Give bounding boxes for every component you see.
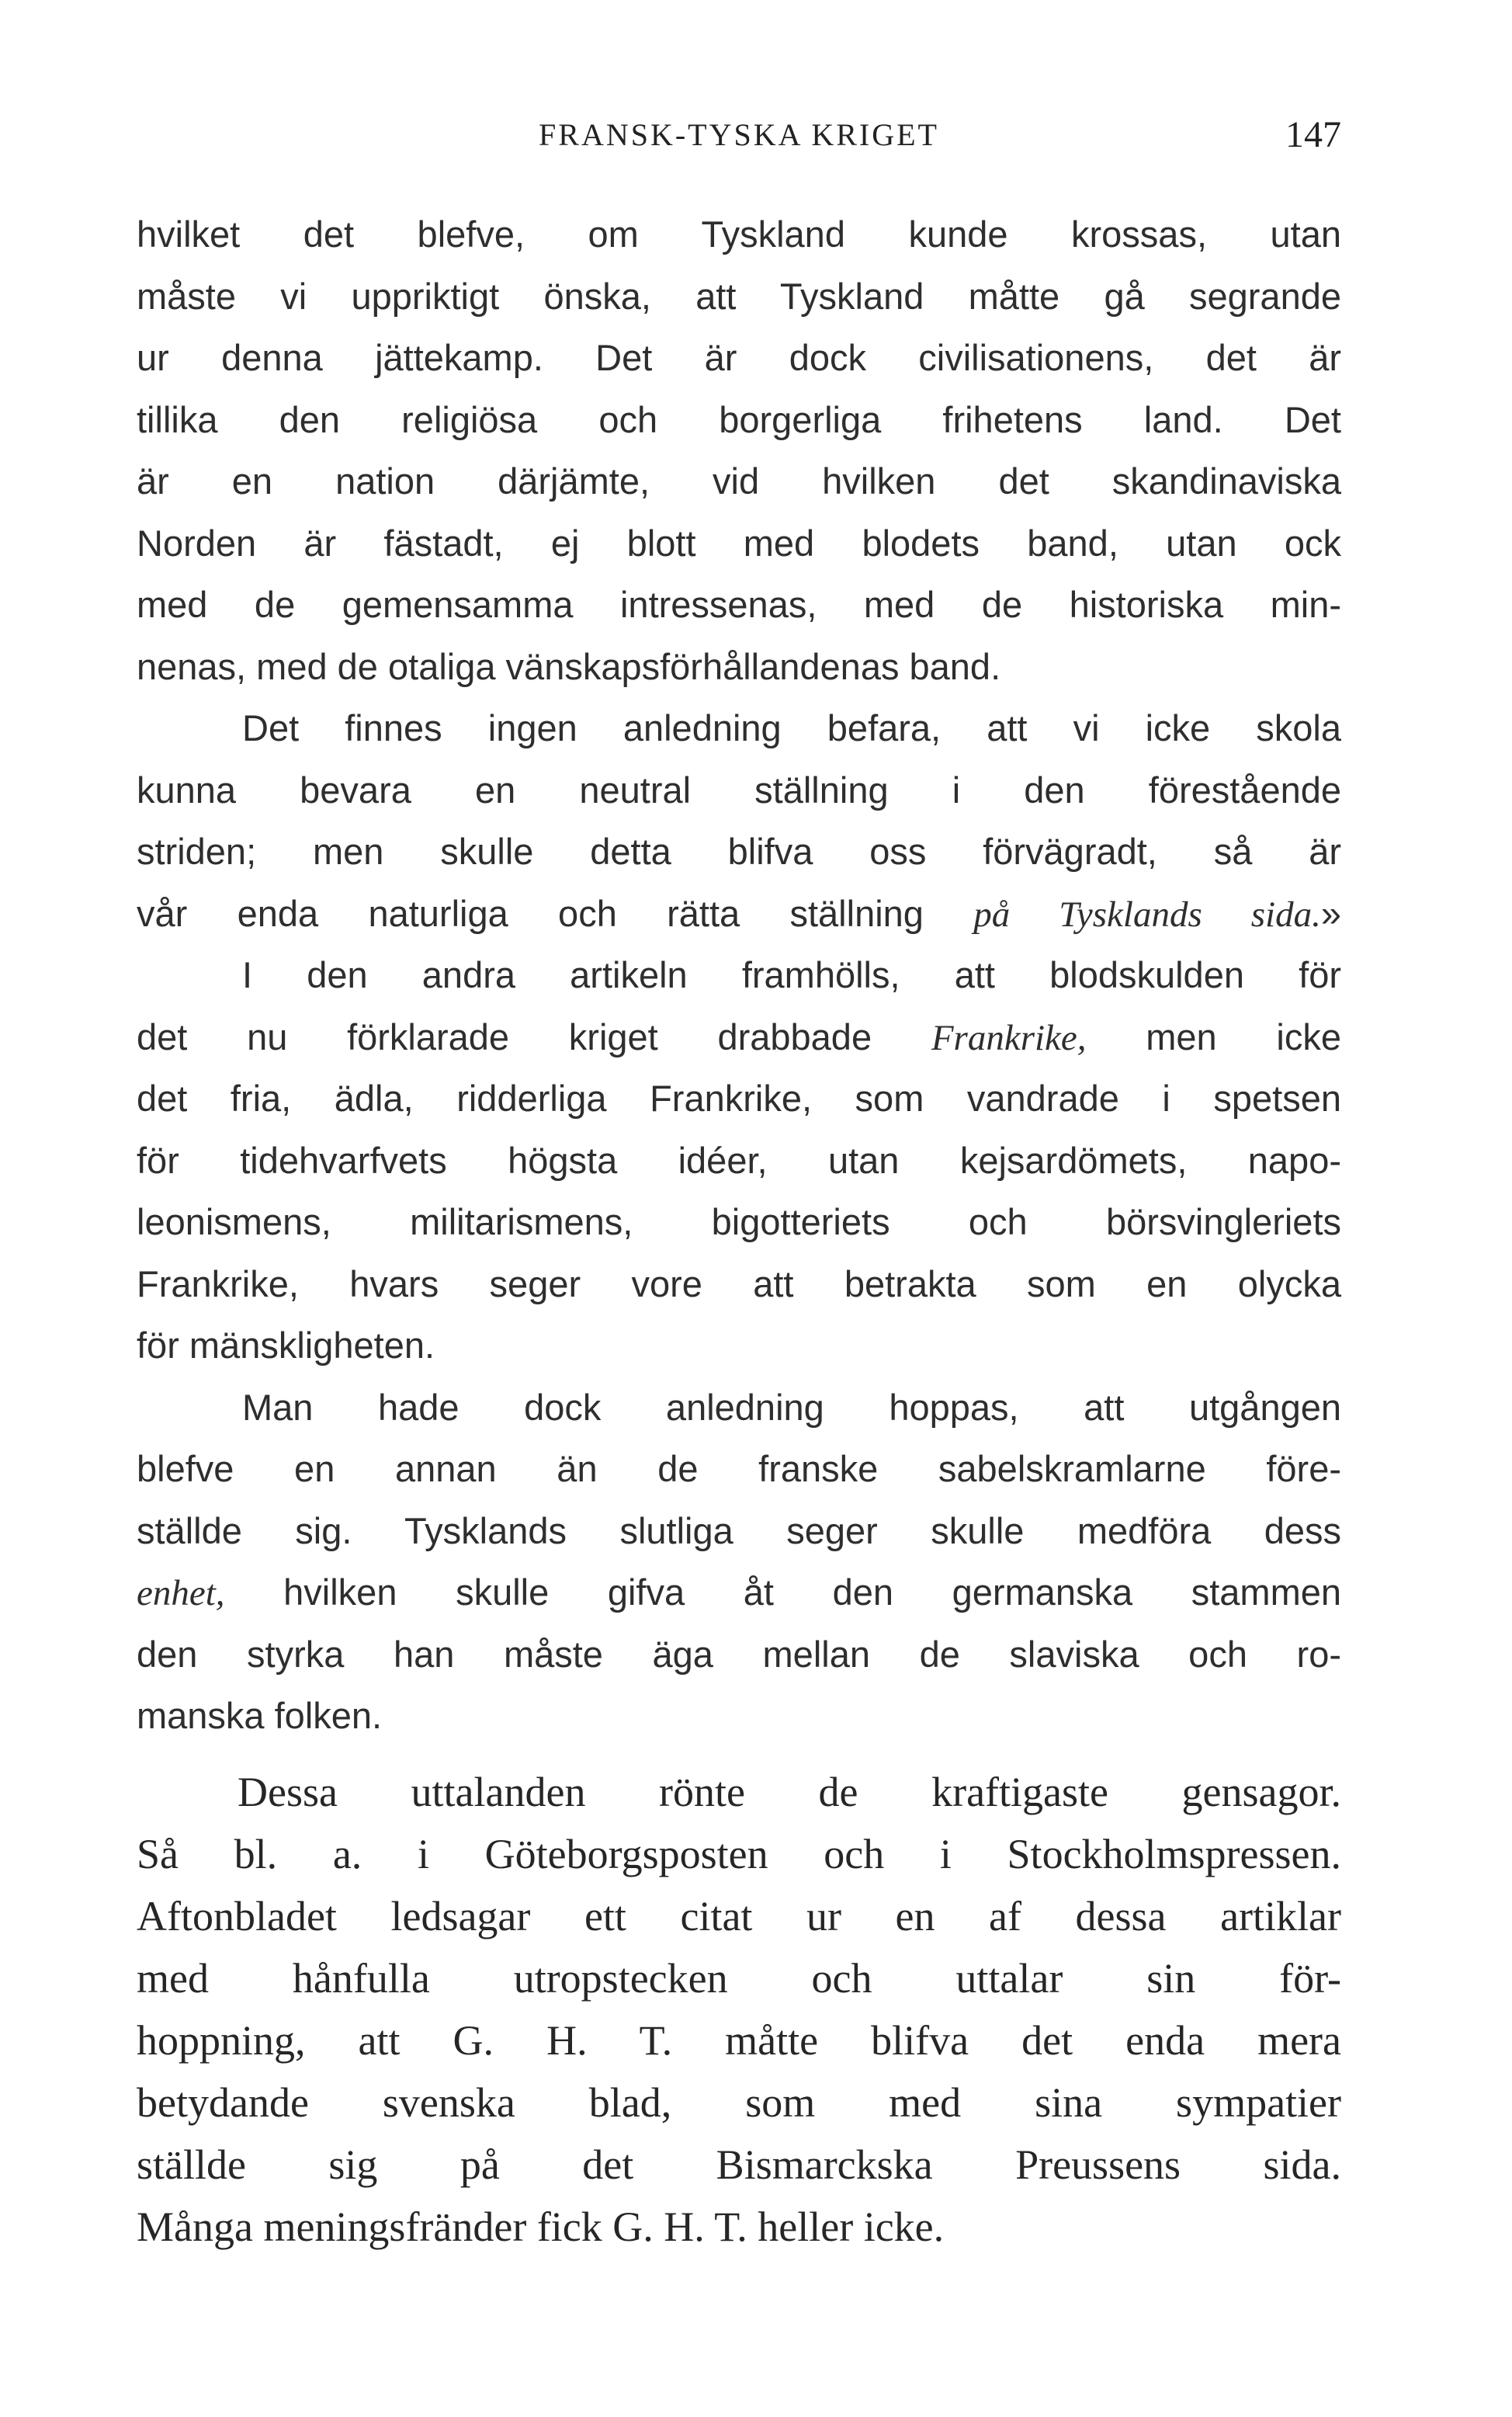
- text-line: ur denna jättekamp. Det är dock civilisationens, det är: [137, 337, 1341, 378]
- paragraph-start-line: Det finnes ingen anledning befara, att vi icke skola: [242, 707, 1341, 748]
- text-line: manska folken.: [137, 1695, 383, 1736]
- text-line: med hånfulla utropstecken och uttalar sin för-: [137, 1955, 1341, 2002]
- text-line: Frankrike, hvars seger vore att betrakta som en olycka: [137, 1262, 1341, 1304]
- text-line: för mänskligheten.: [137, 1325, 435, 1366]
- text-line: det fria, ädla, ridderliga Frankrike, som vandrade i spetsen: [137, 1078, 1341, 1119]
- text-line: den styrka han måste äga mellan de slaviska och ro-: [137, 1633, 1341, 1675]
- body-paragraph: [137, 1761, 1341, 2258]
- text-line: Så bl. a. i Göteborgsposten och i Stockholmspressen.: [137, 1831, 1341, 1877]
- paragraph-start-line: Man hade dock anledning hoppas, att utgången: [242, 1386, 1341, 1428]
- text-line: Aftonbladet ledsagar ett citat ur en af dessa artiklar: [137, 1893, 1341, 1940]
- text-line: nenas, med de otaliga vänskapsförhållandenas band.: [137, 645, 1001, 687]
- emphasized-text: enhet,: [137, 1573, 225, 1613]
- quoted-passage: [137, 203, 1341, 1747]
- page-number: 147: [1285, 114, 1341, 155]
- text-line: för tidehvarfvets högsta idéer, utan kejsardömets, napo-: [137, 1139, 1341, 1181]
- text-line: leonismens, militarismens, bigotteriets och börsvingleriets: [137, 1201, 1341, 1242]
- text-line: ställde sig på det Bismarckska Preussens sida.: [137, 2141, 1341, 2188]
- text-line-with-emphasis: [137, 883, 1341, 945]
- text-line: blefve en annan än de franske sabelskramlarne före-: [137, 1448, 1341, 1489]
- text-line: med de gemensamma intressenas, med de historiska min-: [137, 584, 1341, 625]
- paragraph-start-line: Dessa uttalanden rönte de kraftigaste gensagor.: [238, 1769, 1341, 1815]
- text-line: ställde sig. Tysklands slutliga seger skulle medföra dess: [137, 1509, 1341, 1551]
- text-line: hvilket det blefve, om Tyskland kunde krossas, utan: [137, 214, 1341, 255]
- text-line: är en nation därjämte, vid hvilken det skandinaviska: [137, 460, 1341, 502]
- text-line: tillika den religiösa och borgerliga frihetens land. Det: [137, 398, 1341, 440]
- text-line: striden; men skulle detta blifva oss förvägradt, så är: [137, 831, 1341, 872]
- text-line-with-emphasis: [137, 1006, 1341, 1068]
- text-line: hoppning, att G. H. T. måtte blifva det enda mera: [137, 2017, 1341, 2064]
- text-line-with-emphasis: [137, 1561, 1341, 1623]
- running-head: FRANSK-TYSKA KRIGET: [539, 117, 939, 152]
- line-text: det nu förklarade kriget drabbade: [137, 1016, 872, 1057]
- closing-quote-mark: »: [1320, 892, 1341, 934]
- text-line: Norden är fästadt, ej blott med blodets band, utan ock: [137, 522, 1341, 564]
- text-line: betydande svenska blad, som med sina sympatier: [137, 2079, 1341, 2126]
- text-line: kunna bevara en neutral ställning i den förestående: [137, 769, 1341, 811]
- line-text: men icke: [1146, 1016, 1341, 1057]
- page-header: [137, 116, 1341, 163]
- line-text: hvilken skulle gifva åt den germanska stammen: [283, 1571, 1341, 1613]
- emphasized-text: Frankrike,: [931, 1017, 1087, 1058]
- paragraph-start-line: I den andra artikeln framhölls, att blodskulden för: [242, 954, 1341, 995]
- line-text: vår enda naturliga och rätta ställning: [137, 892, 924, 934]
- emphasized-text: på Tysklands sida.: [973, 894, 1321, 935]
- text-line: måste vi uppriktigt önska, att Tyskland måtte gå segrande: [137, 275, 1341, 317]
- text-line: Många meningsfränder fick G. H. T. heller icke.: [137, 2203, 945, 2250]
